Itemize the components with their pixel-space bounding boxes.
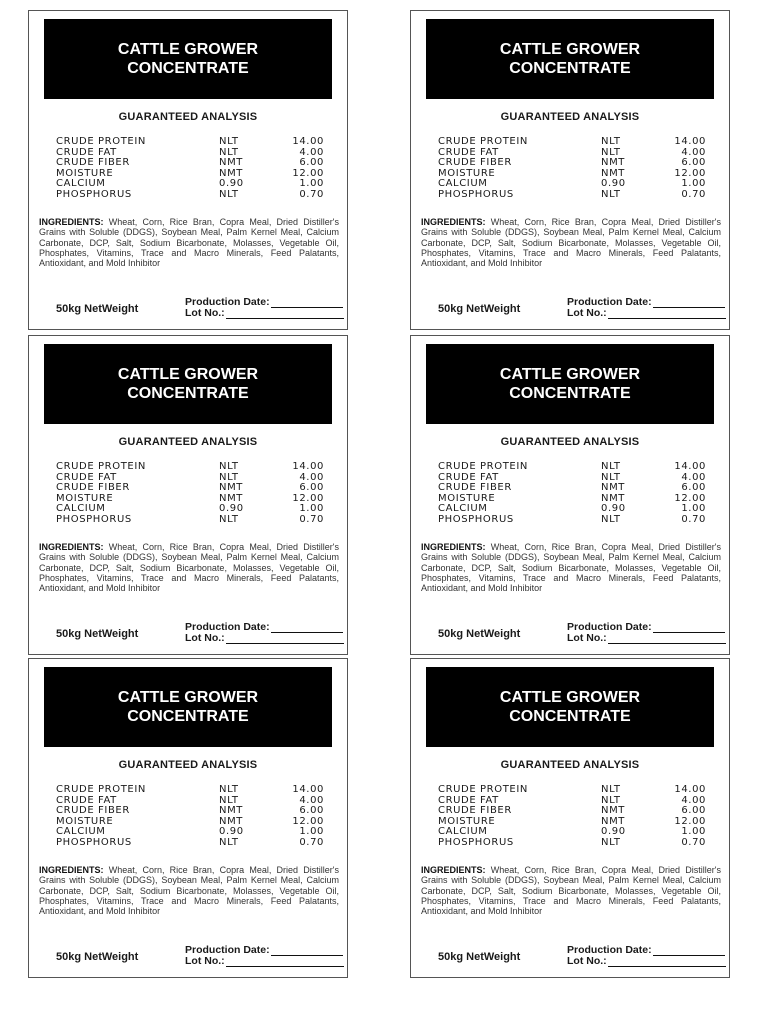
nutrient-qualifier: NMT [219, 805, 244, 816]
production-date-blank [271, 623, 343, 633]
product-title-line2: CONCENTRATE [509, 385, 631, 402]
nutrient-value: 4.00 [299, 471, 324, 483]
lot-no-label: Lot No.: [567, 632, 607, 644]
lot-no-blank [608, 957, 726, 967]
nutrient-qualifier: 0.90 [219, 503, 244, 514]
title-banner [426, 344, 714, 424]
analysis-heading: GUARANTEED ANALYSIS [500, 759, 640, 771]
feed-label [28, 658, 348, 978]
nutrient-name: CRUDE PROTEIN [438, 784, 528, 795]
nutrient-value: 6.00 [681, 805, 706, 816]
nutrient-value: 4.00 [681, 471, 706, 483]
production-info [185, 297, 344, 319]
nutrient-name: CRUDE PROTEIN [56, 136, 146, 147]
nutrient-name: CRUDE FAT [438, 471, 499, 483]
nutrient-name: PHOSPHORUS [56, 836, 132, 848]
nutrient-qualifier: NLT [601, 784, 621, 795]
net-weight: 50kg NetWeight [438, 951, 521, 963]
nutrient-value: 1.00 [299, 503, 324, 514]
production-date-blank [271, 298, 343, 308]
ingredients-text: Wheat, Corn, Rice Bran, Copra Meal, Dried Distiller's Grains with Soluble (DDGS), Soybean Meal, Palm Kernel Meal, Calcium Carbonate, DCP, Salt, Sodium Bicarbonate, Molasses, Vegetable Oil, Phosphates, Vitamins, Trace and Macro Minerals, Feed Palatants, Antioxidant, and Mold Inhibitor [39, 542, 339, 594]
nutrient-value: 1.00 [299, 826, 324, 837]
product-title-line1: CATTLE GROWER [117, 366, 259, 383]
analysis-row [438, 515, 718, 526]
lot-no-blank [608, 309, 726, 319]
ingredients-text: Wheat, Corn, Rice Bran, Copra Meal, Dried Distiller's Grains with Soluble (DDGS), Soybean Meal, Palm Kernel Meal, Calcium Carbonate, DCP, Salt, Sodium Bicarbonate, Molasses, Vegetable Oil, Phosphates, Vitamins, Trace and Macro Minerals, Feed Palatants, Antioxidant, and Mold Inhibitor [421, 865, 721, 917]
analysis-row [56, 785, 336, 796]
ingredients-text: Wheat, Corn, Rice Bran, Copra Meal, Dried Distiller's Grains with Soluble (DDGS), Soybean Meal, Palm Kernel Meal, Calcium Carbonate, DCP, Salt, Sodium Bicarbonate, Molasses, Vegetable Oil, Phosphates, Vitamins, Trace and Macro Minerals, Feed Palatants, Antioxidant, and Mold Inhibitor [39, 217, 339, 269]
production-info [567, 622, 726, 644]
analysis-row [56, 515, 336, 526]
nutrient-qualifier: NMT [601, 167, 626, 179]
analysis-heading: GUARANTEED ANALYSIS [118, 759, 258, 771]
ingredients-text: Wheat, Corn, Rice Bran, Copra Meal, Dried Distiller's Grains with Soluble (DDGS), Soybean Meal, Palm Kernel Meal, Calcium Carbonate, DCP, Salt, Sodium Bicarbonate, Molasses, Vegetable Oil, Phosphates, Vitamins, Trace and Macro Minerals, Feed Palatants, Antioxidant, and Mold Inhibitor [421, 217, 721, 269]
ingredients-label: INGREDIENTS: [39, 542, 104, 552]
production-date-label: Production Date: [567, 296, 652, 308]
nutrient-name: CALCIUM [438, 503, 488, 514]
ingredients-label: INGREDIENTS: [421, 217, 486, 227]
analysis-table [56, 462, 336, 525]
nutrient-value: 1.00 [681, 826, 706, 837]
nutrient-qualifier: NLT [601, 513, 621, 525]
nutrient-value: 12.00 [674, 167, 706, 179]
nutrient-value: 14.00 [674, 784, 706, 795]
title-banner [426, 667, 714, 747]
analysis-row [56, 806, 336, 817]
analysis-row [56, 827, 336, 838]
net-weight: 50kg NetWeight [56, 951, 139, 963]
nutrient-qualifier: NLT [219, 513, 239, 525]
lot-no-blank [226, 957, 344, 967]
analysis-row [56, 504, 336, 515]
nutrient-name: CRUDE PROTEIN [56, 784, 146, 795]
nutrient-qualifier: NLT [219, 136, 239, 147]
analysis-row [438, 483, 718, 494]
nutrient-qualifier: 0.90 [601, 503, 626, 514]
net-weight: 50kg NetWeight [56, 303, 139, 315]
nutrient-name: CRUDE FAT [438, 146, 499, 158]
nutrient-qualifier: NLT [601, 794, 621, 806]
analysis-row [438, 806, 718, 817]
net-weight: 50kg NetWeight [438, 628, 521, 640]
nutrient-name: MOISTURE [438, 492, 496, 504]
nutrient-name: CRUDE FIBER [438, 805, 512, 816]
nutrient-name: CALCIUM [438, 826, 488, 837]
nutrient-name: MOISTURE [438, 167, 496, 179]
net-weight: 50kg NetWeight [438, 303, 521, 315]
nutrient-name: CALCIUM [56, 826, 106, 837]
lot-no-label: Lot No.: [567, 307, 607, 319]
analysis-heading: GUARANTEED ANALYSIS [500, 111, 640, 123]
ingredients-label: INGREDIENTS: [421, 542, 486, 552]
analysis-row [56, 838, 336, 849]
production-date-blank [653, 623, 725, 633]
product-title-line2: CONCENTRATE [509, 60, 631, 77]
ingredients-paragraph [39, 542, 339, 593]
production-date-label: Production Date: [567, 944, 652, 956]
analysis-row [438, 838, 718, 849]
nutrient-qualifier: NMT [219, 167, 244, 179]
nutrient-name: CRUDE FAT [56, 146, 117, 158]
nutrient-name: MOISTURE [56, 167, 114, 179]
nutrient-qualifier: NLT [219, 146, 239, 158]
analysis-row [56, 179, 336, 190]
lot-no-blank [608, 634, 726, 644]
nutrient-name: CRUDE PROTEIN [56, 461, 146, 472]
product-title-line2: CONCENTRATE [509, 708, 631, 725]
analysis-row [438, 190, 718, 201]
analysis-row [438, 462, 718, 473]
analysis-row [56, 137, 336, 148]
nutrient-value: 12.00 [674, 492, 706, 504]
nutrient-qualifier: NMT [601, 157, 626, 168]
analysis-table [438, 785, 718, 848]
analysis-heading: GUARANTEED ANALYSIS [118, 111, 258, 123]
nutrient-value: 4.00 [299, 794, 324, 806]
ingredients-text: Wheat, Corn, Rice Bran, Copra Meal, Dried Distiller's Grains with Soluble (DDGS), Soybean Meal, Palm Kernel Meal, Calcium Carbonate, DCP, Salt, Sodium Bicarbonate, Molasses, Vegetable Oil, Phosphates, Vitamins, Trace and Macro Minerals, Feed Palatants, Antioxidant, and Mold Inhibitor [39, 865, 339, 917]
nutrient-qualifier: 0.90 [601, 826, 626, 837]
lot-no-blank [226, 634, 344, 644]
nutrient-value: 0.70 [299, 836, 324, 848]
product-title-line1: CATTLE GROWER [499, 689, 641, 706]
nutrient-qualifier: 0.90 [219, 826, 244, 837]
title-banner [44, 344, 332, 424]
nutrient-value: 1.00 [681, 178, 706, 189]
production-date-label: Production Date: [185, 944, 270, 956]
production-date-label: Production Date: [185, 296, 270, 308]
lot-no-blank [226, 309, 344, 319]
product-title-line1: CATTLE GROWER [117, 689, 259, 706]
nutrient-name: PHOSPHORUS [56, 513, 132, 525]
nutrient-name: CRUDE PROTEIN [438, 136, 528, 147]
nutrient-name: CRUDE FIBER [56, 805, 130, 816]
feed-label [28, 10, 348, 330]
nutrient-value: 0.70 [299, 188, 324, 200]
production-info [185, 622, 344, 644]
analysis-table [56, 137, 336, 200]
analysis-table [56, 785, 336, 848]
nutrient-value: 12.00 [292, 492, 324, 504]
nutrient-value: 1.00 [681, 503, 706, 514]
production-date-label: Production Date: [567, 621, 652, 633]
nutrient-name: CRUDE FAT [438, 794, 499, 806]
nutrient-name: CALCIUM [56, 503, 106, 514]
nutrient-value: 6.00 [681, 157, 706, 168]
nutrient-name: CRUDE FIBER [56, 157, 130, 168]
feed-label [28, 335, 348, 655]
nutrient-qualifier: NLT [219, 794, 239, 806]
title-banner [426, 19, 714, 99]
feed-label [410, 10, 730, 330]
production-date-blank [653, 946, 725, 956]
ingredients-paragraph [421, 217, 721, 268]
nutrient-name: CRUDE FIBER [438, 482, 512, 493]
nutrient-value: 0.70 [299, 513, 324, 525]
nutrient-value: 1.00 [299, 178, 324, 189]
nutrient-name: CRUDE PROTEIN [438, 461, 528, 472]
nutrient-qualifier: NMT [601, 815, 626, 827]
nutrient-qualifier: NLT [219, 471, 239, 483]
nutrient-value: 0.70 [681, 188, 706, 200]
ingredients-label: INGREDIENTS: [39, 865, 104, 875]
nutrient-qualifier: NLT [601, 461, 621, 472]
nutrient-qualifier: NLT [601, 471, 621, 483]
analysis-row [56, 158, 336, 169]
analysis-table [438, 137, 718, 200]
ingredients-paragraph [39, 865, 339, 916]
product-title-line2: CONCENTRATE [127, 385, 249, 402]
nutrient-value: 14.00 [292, 461, 324, 472]
analysis-heading: GUARANTEED ANALYSIS [118, 436, 258, 448]
lot-no-label: Lot No.: [567, 955, 607, 967]
nutrient-value: 4.00 [681, 794, 706, 806]
nutrient-value: 0.70 [681, 836, 706, 848]
nutrient-value: 14.00 [674, 136, 706, 147]
nutrient-name: MOISTURE [56, 815, 114, 827]
nutrient-value: 0.70 [681, 513, 706, 525]
nutrient-name: CRUDE FIBER [438, 157, 512, 168]
production-date-blank [653, 298, 725, 308]
nutrient-name: MOISTURE [438, 815, 496, 827]
ingredients-paragraph [421, 542, 721, 593]
nutrient-qualifier: NMT [219, 815, 244, 827]
nutrient-qualifier: NLT [601, 188, 621, 200]
ingredients-paragraph [39, 217, 339, 268]
analysis-row [56, 190, 336, 201]
nutrient-value: 4.00 [681, 146, 706, 158]
nutrient-value: 12.00 [674, 815, 706, 827]
product-title-line2: CONCENTRATE [127, 60, 249, 77]
production-date-blank [271, 946, 343, 956]
analysis-row [438, 179, 718, 190]
nutrient-value: 14.00 [292, 784, 324, 795]
nutrient-value: 4.00 [299, 146, 324, 158]
nutrient-qualifier: 0.90 [601, 178, 626, 189]
title-banner [44, 667, 332, 747]
nutrient-name: MOISTURE [56, 492, 114, 504]
nutrient-qualifier: NLT [601, 836, 621, 848]
nutrient-qualifier: NMT [219, 492, 244, 504]
nutrient-qualifier: NLT [219, 836, 239, 848]
nutrient-value: 14.00 [292, 136, 324, 147]
nutrient-name: PHOSPHORUS [438, 513, 514, 525]
nutrient-name: PHOSPHORUS [438, 836, 514, 848]
title-banner [44, 19, 332, 99]
nutrient-qualifier: NMT [601, 805, 626, 816]
nutrient-qualifier: NMT [219, 482, 244, 493]
product-title-line1: CATTLE GROWER [117, 41, 259, 58]
analysis-row [438, 785, 718, 796]
analysis-row [438, 158, 718, 169]
nutrient-qualifier: 0.90 [219, 178, 244, 189]
nutrient-name: PHOSPHORUS [56, 188, 132, 200]
ingredients-paragraph [421, 865, 721, 916]
nutrient-name: CRUDE FIBER [56, 482, 130, 493]
analysis-row [438, 827, 718, 838]
product-title-line1: CATTLE GROWER [499, 366, 641, 383]
nutrient-qualifier: NLT [219, 188, 239, 200]
lot-no-label: Lot No.: [185, 955, 225, 967]
product-title-line2: CONCENTRATE [127, 708, 249, 725]
analysis-row [438, 137, 718, 148]
nutrient-value: 6.00 [299, 157, 324, 168]
production-date-label: Production Date: [185, 621, 270, 633]
nutrient-name: PHOSPHORUS [438, 188, 514, 200]
production-info [567, 945, 726, 967]
ingredients-text: Wheat, Corn, Rice Bran, Copra Meal, Dried Distiller's Grains with Soluble (DDGS), Soybean Meal, Palm Kernel Meal, Calcium Carbonate, DCP, Salt, Sodium Bicarbonate, Molasses, Vegetable Oil, Phosphates, Vitamins, Trace and Macro Minerals, Feed Palatants, Antioxidant, and Mold Inhibitor [421, 542, 721, 594]
nutrient-name: CRUDE FAT [56, 794, 117, 806]
lot-no-label: Lot No.: [185, 632, 225, 644]
production-info [185, 945, 344, 967]
nutrient-name: CRUDE FAT [56, 471, 117, 483]
analysis-heading: GUARANTEED ANALYSIS [500, 436, 640, 448]
nutrient-name: CALCIUM [438, 178, 488, 189]
feed-label [410, 658, 730, 978]
nutrient-qualifier: NLT [601, 136, 621, 147]
analysis-row [56, 483, 336, 494]
nutrient-qualifier: NMT [601, 492, 626, 504]
product-title-line1: CATTLE GROWER [499, 41, 641, 58]
nutrient-value: 12.00 [292, 815, 324, 827]
nutrient-qualifier: NLT [601, 146, 621, 158]
nutrient-qualifier: NLT [219, 784, 239, 795]
ingredients-label: INGREDIENTS: [421, 865, 486, 875]
nutrient-qualifier: NMT [219, 157, 244, 168]
net-weight: 50kg NetWeight [56, 628, 139, 640]
nutrient-name: CALCIUM [56, 178, 106, 189]
feed-label [410, 335, 730, 655]
analysis-table [438, 462, 718, 525]
analysis-row [438, 504, 718, 515]
production-info [567, 297, 726, 319]
lot-no-label: Lot No.: [185, 307, 225, 319]
nutrient-qualifier: NMT [601, 482, 626, 493]
nutrient-value: 12.00 [292, 167, 324, 179]
nutrient-value: 6.00 [681, 482, 706, 493]
nutrient-value: 6.00 [299, 805, 324, 816]
ingredients-label: INGREDIENTS: [39, 217, 104, 227]
nutrient-value: 14.00 [674, 461, 706, 472]
analysis-row [56, 462, 336, 473]
nutrient-qualifier: NLT [219, 461, 239, 472]
nutrient-value: 6.00 [299, 482, 324, 493]
